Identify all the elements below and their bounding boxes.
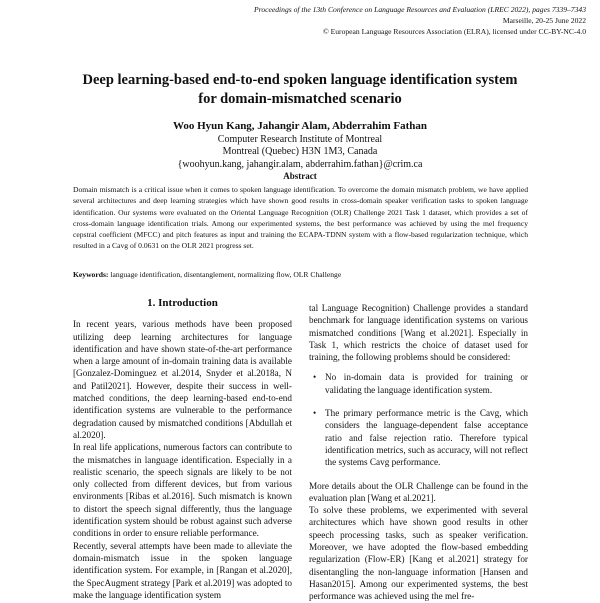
paper-title [40, 71, 560, 109]
proceedings-header [26, 4, 586, 37]
section-heading-introduction: 1. Introduction [147, 297, 218, 309]
intro-paragraph-2: In real life applications, numerous factors can contribute to the mismatches in language identification. Especially in a realistic scenario, the speech signals are likely to be not only collected from different devices, but from various environments [Ribas et al.2016]. Such mismatch is known to distort the speech signal differently, thus the language identification system should be robust against such adverse conditions in order to ensure reliable performance. [73, 442, 292, 539]
author-block [40, 120, 560, 171]
right-paragraph-1: tal Language Recognition) Challenge provides a standard benchmark for language identification systems on various mismatched conditions [Wang et al.2021]. Especially in Task 1, which restricts the choice of dataset used for training, the following problems should be considered: [309, 303, 528, 363]
problem-list [309, 371, 528, 468]
author-address: Montreal (Quebec) H3N 1M3, Canada [222, 146, 378, 157]
intro-paragraph-3: Recently, several attempts have been made to alleviate the domain-mismatch issue in the spoken language identification system. For example, in [Rangan et al.2020], the SpecAugment strategy [Park et al.2019] was adopted to make the language identification system [73, 540, 292, 600]
header-line-1: Proceedings of the 13th Conference on Language Resources and Evaluation (LREC 2022), pages 7339–7343 [254, 5, 586, 14]
keywords-text: language identification, disentanglement, normalizing flow, OLR Challenge [110, 270, 342, 279]
title-line-1: Deep learning-based end-to-end spoken language identification system [82, 72, 518, 88]
author-names: Woo Hyun Kang, Jahangir Alam, Abderrahim Fathan [172, 120, 428, 132]
list-item: • No in-domain data is provided for training or validating the language identification system. [325, 371, 528, 396]
abstract-heading: Abstract [283, 171, 317, 181]
left-column [73, 297, 292, 601]
keywords-label: Keywords: [73, 270, 109, 279]
list-item: • The primary performance metric is the Cavg, which considers the language-dependent false acceptance ratio and false rejection ratio. Therefore typical identification metrics, such as accuracy, will not reflect the systems Cavg performance. [325, 407, 528, 468]
abstract-text: Domain mismatch is a critical issue when it comes to spoken language identification. To overcome the domain mismatch problem, we have applied several architectures and deep learning strategies which have shown good results in cross-domain speaker verification tasks to spoken language identification. Our systems were evaluated on the Oriental Language Recognition (OLR) Challenge 2021 Task 1 dataset, which provides a set of cross-domain language identification trials. Among our experimented systems, the best performance was achieved by using the mel frequency cepstral coefficient (MFCC) and pitch features as input and training the ECAPA-TDNN system with a flow-based regularization technique, which resulted in a Cavg of 0.0631 on the OLR 2021 progress set. [73, 185, 528, 251]
keywords [73, 270, 528, 280]
header-line-2: Marseille, 20-25 June 2022 [502, 16, 586, 25]
right-column [309, 302, 528, 603]
header-line-3: © European Language Resources Association (ELRA), licensed under CC-BY-NC-4.0 [322, 27, 586, 36]
right-paragraph-3: To solve these problems, we experimented with several architectures which have shown good results in other speech processing tasks, such as speaker verification. Moreover, we have adopted the flow-based embedding regularization (Flow-ER) [Kang et al.2021] strategy for disentangling the non-language information [Hansen and Hasan2015]. Among our experimented systems, the best performance was achieved using the mel fre- [309, 505, 528, 602]
author-affiliation: Computer Research Institute of Montreal [217, 133, 383, 145]
title-line-2: for domain-mismatched scenario [198, 91, 402, 107]
intro-paragraph-1: In recent years, various methods have been proposed utilizing deep learning architectures for language identification and have shown state-of-the-art performance when a large amount of in-domain training data is available [Gonzalez-Dominguez et al.2014, Snyder et al.2018a, N and Patil2021]. However, despite their success in well-matched conditions, the deep learning-based end-to-end identification systems are vulnerable to the performance degradation caused by mismatched conditions [Abdullah et al.2020]. [73, 319, 292, 440]
author-emails: {woohyun.kang, jahangir.alam, abderrahim.fathan}@crim.ca [177, 158, 423, 170]
right-paragraph-2: More details about the OLR Challenge can be found in the evaluation plan [Wang et al.2021]. [309, 480, 528, 503]
